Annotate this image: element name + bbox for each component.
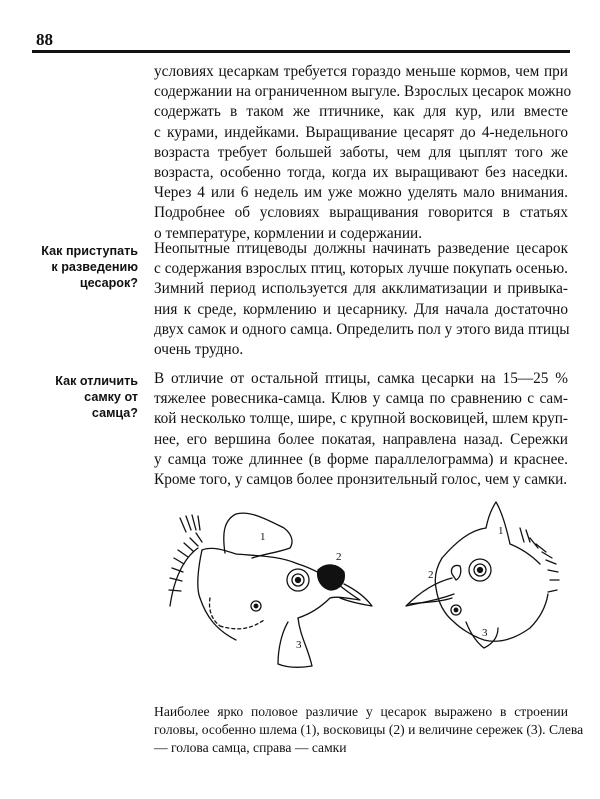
- label-helmet-male: 1: [260, 531, 266, 543]
- header-rule: [32, 50, 570, 53]
- text-line: очень трудно.: [154, 341, 244, 359]
- text-line: с содержания взрослых птиц, которых лучше покупать осенью.: [154, 260, 568, 278]
- text-line: кой несколько толще, шире, с крупной восковицей, шлем круп-: [154, 410, 568, 428]
- side-heading-sex-difference: Как отличить самку от самца?: [55, 374, 138, 420]
- text-line: возраста требует большей заботы, чем для цыплят того же: [154, 143, 568, 161]
- text-line: Кроме того, у самцов более пронзительный голос, чем у самки.: [154, 471, 568, 489]
- text-line: о температуре, кормлении и содержании.: [154, 224, 423, 242]
- male-head-drawing: [169, 513, 372, 667]
- text-line: тяжелее ровесника-самца. Клюв у самца по сравнению с сам-: [154, 390, 568, 408]
- section-paragraph-sex-difference: [154, 369, 568, 490]
- label-cere-female: 2: [428, 569, 434, 581]
- text-line: В отличие от остальной птицы, самка цесарки на 15—25 %: [154, 370, 568, 387]
- label-helmet-female: 1: [498, 525, 504, 537]
- text-line: Неопытные птицеводы должны начинать разведение цесарок: [154, 240, 568, 257]
- text-line: у самца тоже длиннее (в форме параллелограмма) и краснее.: [154, 450, 568, 468]
- caption-line: — голова самца, справа — самки: [154, 740, 347, 755]
- text-line: ния к среде, кормлению и цесарнику. Для начала достаточно: [154, 300, 568, 318]
- text-line: Подробнее об условиях выращивания говорится в статьях: [154, 204, 568, 222]
- text-line: содержать в таком же птичнике, как для кур, или вместе: [154, 103, 568, 121]
- text-line: с курами, индейками. Выращивание цесарят до 4-недельного: [154, 123, 568, 141]
- text-line: возраста, особенно тогда, когда их выращивают без наседки.: [154, 164, 568, 182]
- text-line: Через 4 или 6 недель им уже можно уделять мало внимания.: [154, 184, 568, 202]
- text-line: нее, его вершина более покатая, направлена назад. Сережки: [154, 430, 568, 448]
- side-heading-start-breeding: Как приступать к разведению цесарок?: [41, 244, 138, 290]
- guinea-fowl-heads-illustration: [160, 498, 570, 698]
- text-line: двух самок и одного самца. Определить пол у этого вида птицы: [154, 320, 570, 338]
- text-line: Зимний период используется для акклиматизации и привыка-: [154, 280, 568, 298]
- intro-paragraph: [154, 62, 572, 244]
- text-line: условиях цесаркам требуется гораздо меньше кормов, чем при: [154, 63, 568, 80]
- caption-line: Наиболее ярко половое различие у цесарок выражено в строении: [154, 704, 568, 719]
- text-line: содержании на ограниченном выгуле. Взрослых цесарок можно: [154, 83, 572, 101]
- figure-caption: [154, 703, 584, 757]
- section-paragraph-start-breeding: [154, 239, 568, 360]
- page-number: 88: [36, 30, 53, 49]
- label-wattle-female: 3: [482, 627, 488, 639]
- label-wattle-male: 3: [296, 639, 302, 651]
- caption-line: головы, особенно шлема (1), восковицы (2) и величине сережек (3). Слева: [154, 722, 584, 737]
- label-cere-male: 2: [336, 551, 342, 563]
